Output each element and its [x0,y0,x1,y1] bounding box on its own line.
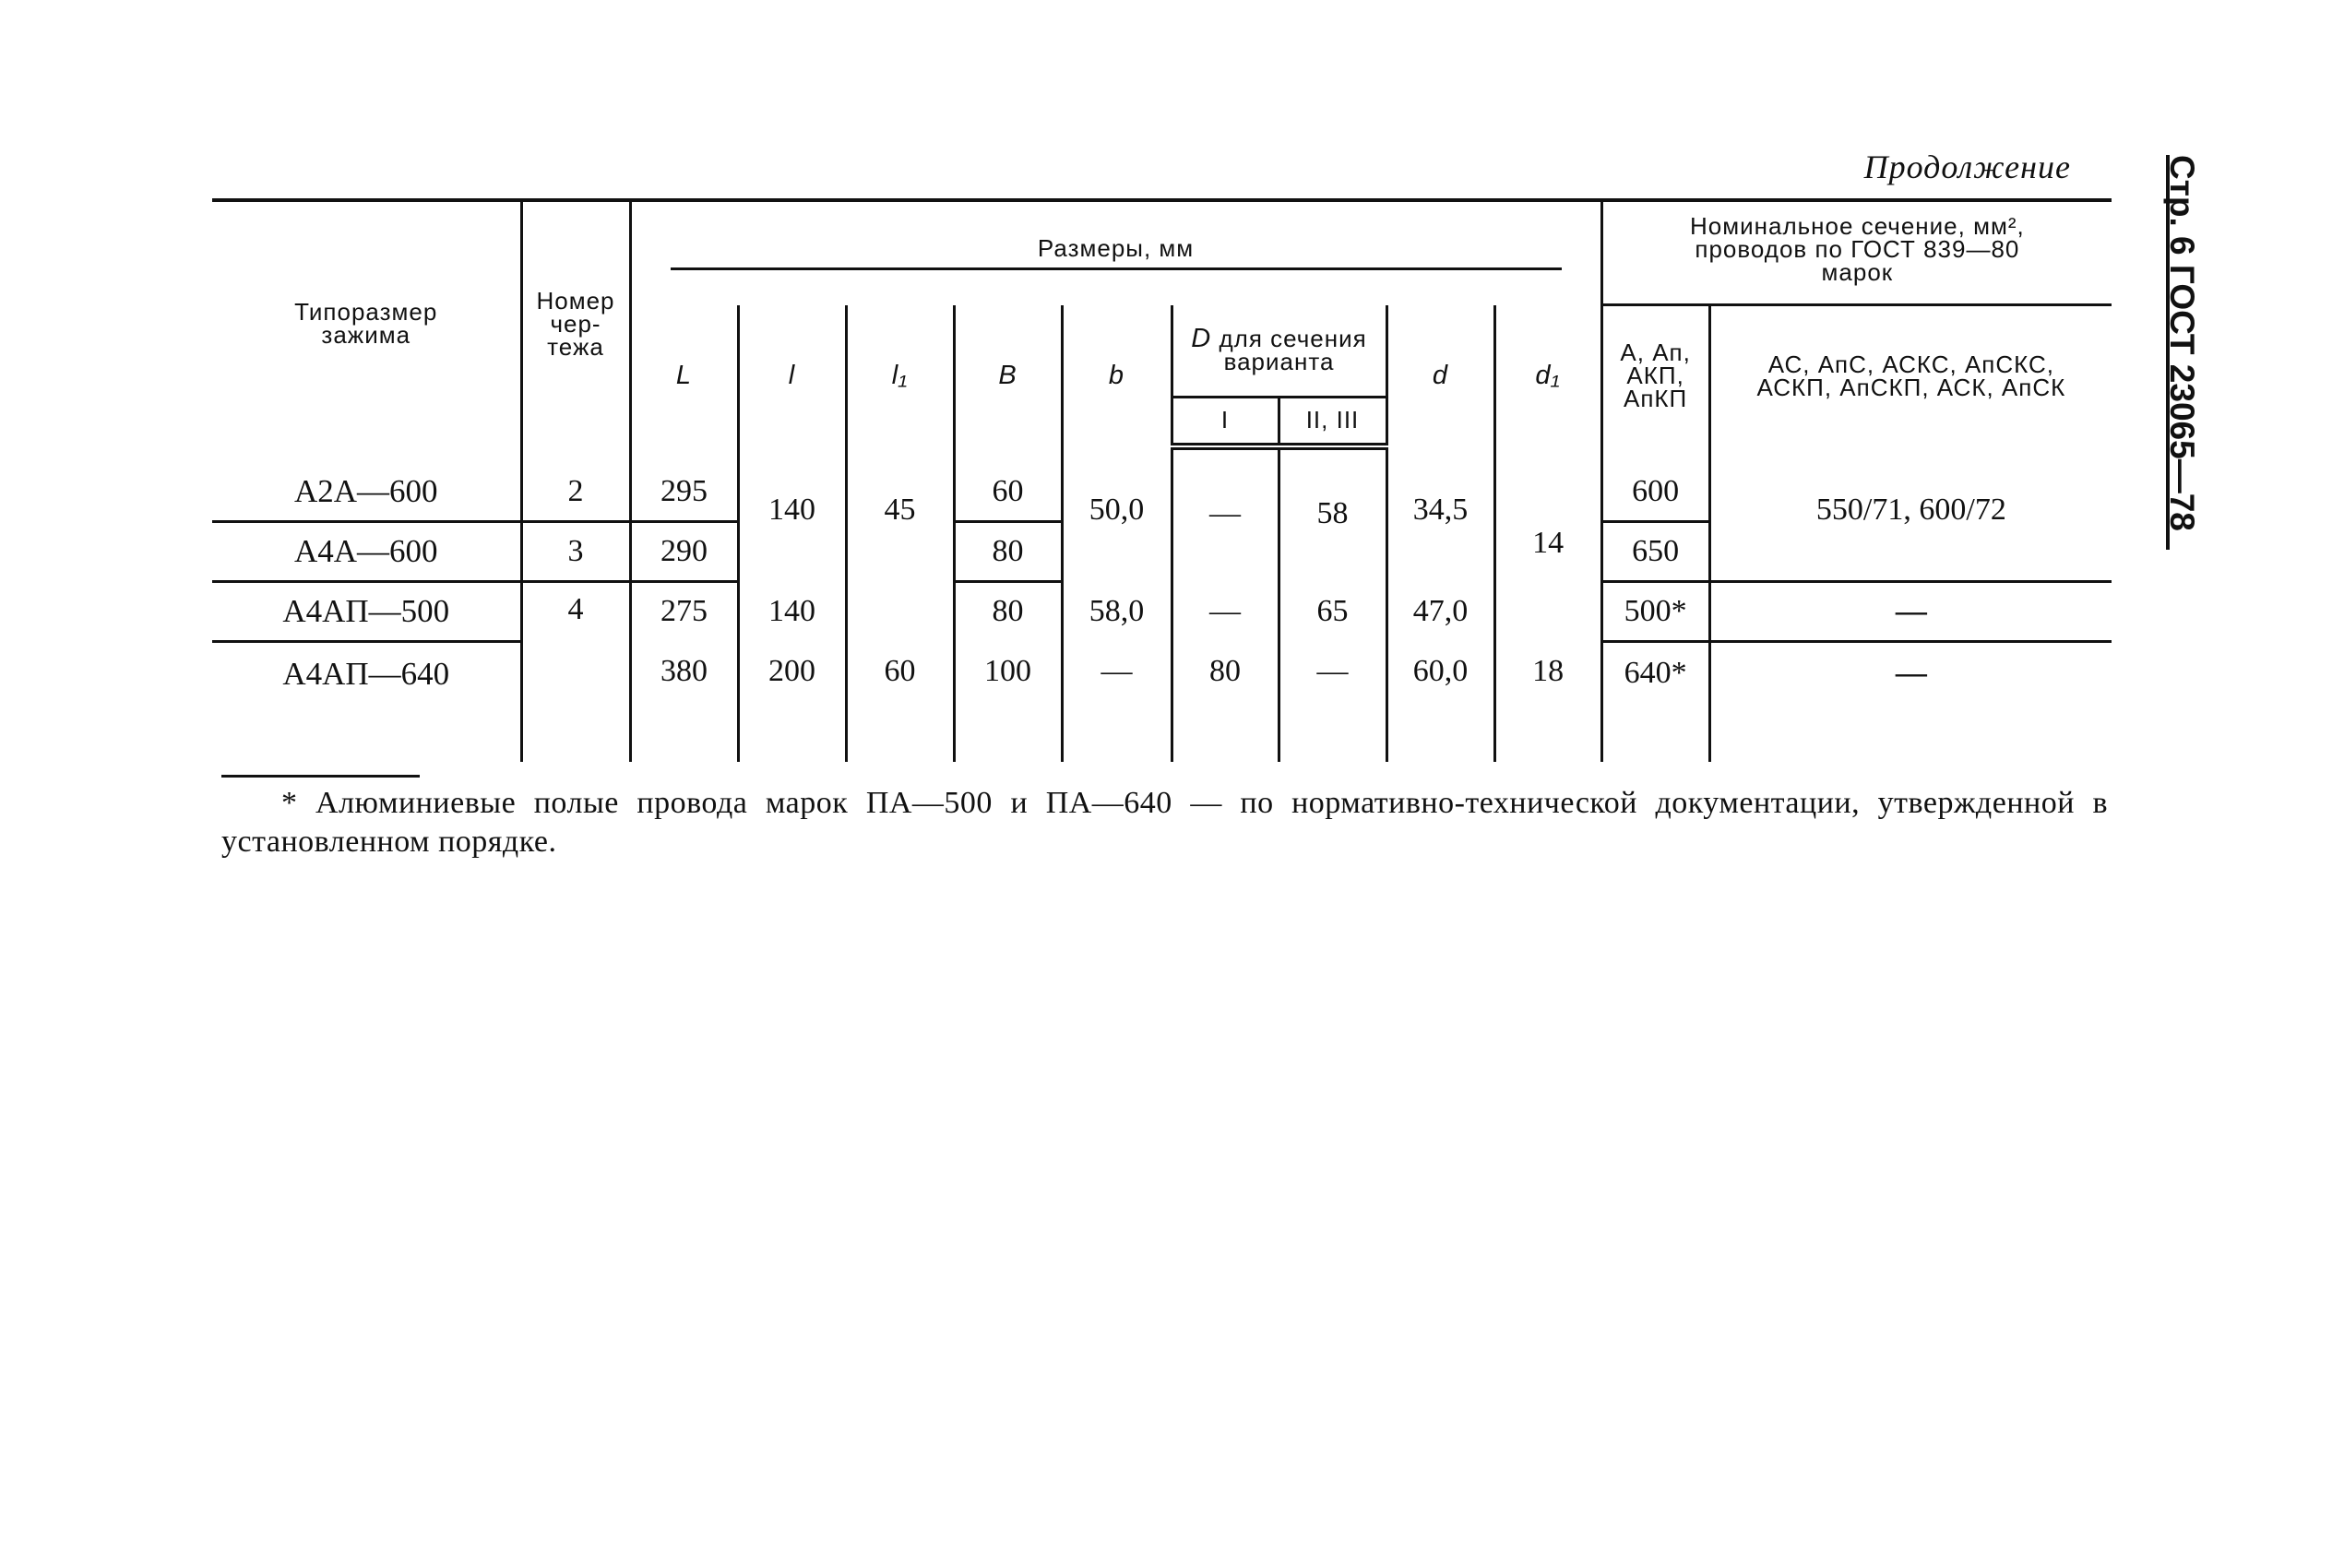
header-type: Типоразмер зажима [212,200,521,446]
table-row [212,581,2112,641]
cell-l: 200 [738,641,846,762]
table-row [212,641,2112,762]
cell-type: А4АП—500 [212,581,521,641]
footnote-rule [221,775,420,778]
cell-a: 600 [1601,446,1709,522]
cell-D-I: 80 [1172,641,1279,762]
cell-d: 47,0 [1386,581,1494,641]
continuation-label: Продолжение [1863,148,2071,185]
header-sizes-group: Размеры, мм [630,200,1601,305]
cell-drawing: 3 [521,521,630,581]
cell-b: 50,0 [1062,446,1172,582]
header-l1: l₁ [846,305,954,446]
cell-D-II-III: 65 [1279,581,1386,641]
cell-L: 290 [630,521,738,581]
cell-D-I: — [1172,446,1279,582]
header-b: b [1062,305,1172,446]
header-L: L [630,305,738,446]
cell-d: 60,0 [1386,641,1494,762]
header-d1: d₁ [1494,305,1601,446]
footnote-text: * Алюминиевые полые провода марок ПА—500 и ПА—640 — по нормативно-технической документации, утвержденной в установленном порядке. [221,786,2108,859]
cell-L: 275 [630,581,738,641]
header-d: d [1386,305,1494,446]
clamp-dimensions-table [212,198,2112,762]
cell-type: А4А—600 [212,521,521,581]
side-page-header: Стр. 6 ГОСТ 23065—78 [2163,155,2201,531]
header-nominal-group: Номинальное сечение, мм², проводов по ГОСТ 839—80 марок [1601,200,2112,305]
cell-l1: 60 [846,641,954,762]
cell-B: 80 [954,521,1062,581]
header-B: B [954,305,1062,446]
cell-B: 80 [954,581,1062,641]
header-ac-group: АС, АпС, АСКС, АпСКС, АСКП, АпСКП, АСК, АпСК [1709,305,2112,446]
cell-B: 60 [954,446,1062,522]
cell-drawing: 2 [521,446,630,522]
cell-l: 140 [738,446,846,582]
table-row [212,446,2112,522]
cell-a: 650 [1601,521,1709,581]
cell-a: 500* [1601,581,1709,641]
cell-type: А4АП—640 [282,655,450,692]
cell-b: — [1062,641,1172,762]
header-a-group: А, Ап, АКП, АпКП [1601,305,1709,446]
header-D-II-III: II, III [1279,397,1386,446]
cell-d1: 14 [1494,446,1601,642]
cell-b: 58,0 [1062,581,1172,641]
cell-L: 295 [630,446,738,522]
cell-type: А2А—600 [212,446,521,522]
cell-ac: — [1709,581,2112,641]
cell-D-II-III: 58 [1279,446,1386,582]
cell-d1: 18 [1494,641,1601,762]
cell-l1: 45 [846,446,954,642]
cell-drawing: 4 [521,581,630,762]
header-l: l [738,305,846,446]
header-D-I: I [1172,397,1279,446]
cell-ac: — [1709,641,2112,762]
cell-L: 380 [630,641,738,762]
cell-D-I: — [1172,581,1279,641]
cell-B: 100 [954,641,1062,762]
cell-a: 640* [1601,641,1709,762]
cell-l: 140 [738,581,846,641]
cell-D-II-III: — [1279,641,1386,762]
cell-ac: 550/71, 600/72 [1709,446,2112,582]
cell-d: 34,5 [1386,446,1494,582]
header-D-group: D для сечения варианта [1172,305,1386,398]
header-drawing: Номер чер-тежа [521,200,630,446]
